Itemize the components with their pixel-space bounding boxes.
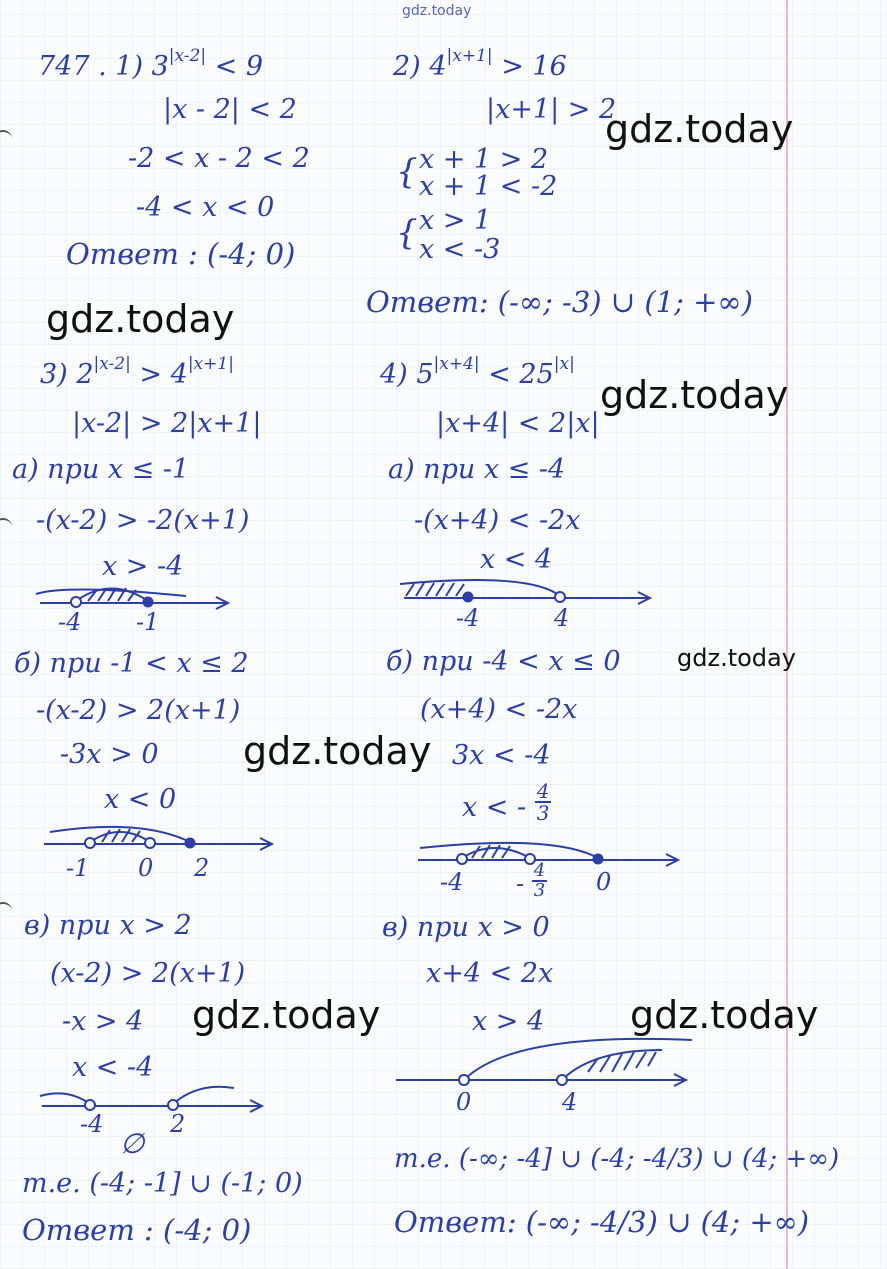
power-base: 25 [519,359,554,390]
solution-line: |x - 2| < 2 [163,94,297,125]
empty-set-symbol: ∅ [120,1127,145,1160]
interval-arc [464,1039,692,1080]
case-heading: б) при -4 < x ≤ 0 [386,646,621,677]
watermark: gdz.today [630,993,819,1037]
solution-line: x > 4 [472,1006,545,1037]
watermark: gdz.today [600,373,789,417]
hatch-marks [102,829,140,842]
solution-line: -3x > 0 [60,739,159,770]
tick-label: -4 [80,1110,104,1138]
hatch-marks [588,1052,656,1072]
solution-line: |x-2| > 2|x+1| [72,408,262,439]
fraction-denominator: 3 [536,800,550,825]
solution-line: x < -4 [72,1052,154,1083]
open-point [168,1100,178,1110]
tick-label: 0 [456,1088,472,1116]
problem-number: 747 . 1) [38,51,143,82]
minus-sign: - [516,869,525,898]
interval-arc [90,832,150,842]
fraction-denominator: 3 [533,880,546,901]
solution-line [462,778,551,825]
tick-label: 0 [596,868,612,896]
tick-label: -4 [58,608,82,636]
watermark: gdz.today [677,644,796,672]
inequality-text: x < - [462,792,527,823]
tick-label [516,860,547,901]
power-exponent: |x+4| [433,354,480,374]
case-heading: a) при x ≤ -4 [388,454,566,485]
watermark: gdz.today [605,107,794,151]
open-point [71,597,81,607]
open-point [85,838,95,848]
solution-line: x < 0 [104,784,177,815]
open-point [85,1100,95,1110]
solution-line: |x+4| < 2|x| [436,408,600,439]
answer: Ответ : (-4; 0) [22,1213,252,1247]
problem-number: 3) [40,359,68,390]
open-point [459,1075,469,1085]
solution-line: -x > 4 [62,1006,144,1037]
problem-3-header [40,356,234,388]
system-line: x + 1 > 2 [419,144,549,175]
closed-point [143,597,153,607]
solution-line: x > -4 [102,551,184,582]
power-exponent: |x-2| [168,46,207,66]
tick-label: 2 [194,854,210,882]
number-line [392,1036,692,1086]
system-brace: { [396,152,418,192]
problem-number: 4) [380,359,408,390]
solution-line: -2 < x - 2 < 2 [128,143,310,174]
open-point [555,592,565,602]
case-heading: в) при x > 0 [382,912,550,943]
open-point [145,838,155,848]
inequality-rhs: > 16 [501,51,567,82]
system-brace: { [396,213,418,253]
tick-label: -1 [136,608,160,636]
margin-line [786,0,788,1269]
solution-line: (x-2) > 2(x+1) [50,958,246,989]
fraction [532,862,547,900]
interval-arc [400,580,560,596]
tick-label: 0 [138,854,154,882]
fraction-numerator: 4 [536,778,550,803]
system-line: x > 1 [419,205,492,236]
system-line: x + 1 < -2 [419,171,558,202]
power-exponent: |x| [553,354,575,374]
number-line [38,1080,268,1120]
watermark: gdz.today [243,729,432,773]
watermark: gdz.today [192,993,381,1037]
open-point [457,854,467,864]
closed-point [593,854,603,864]
interval-arc [40,1093,90,1104]
solution-line: -(x+4) < -2x [414,505,581,536]
inequality-rhs: < 9 [214,51,264,82]
solution-line: 3x < -4 [452,740,551,771]
case-heading: б) при -1 < x ≤ 2 [14,648,249,679]
solution-line: |x+1| > 2 [486,94,617,125]
watermark: gdz.today [46,297,235,341]
case-heading: в) при x > 2 [24,910,192,941]
number-line [400,572,660,612]
page-hole [0,902,12,916]
number-line [40,818,280,858]
tick-label: -4 [440,868,464,896]
interval-arc [173,1087,234,1104]
solution-line: x+4 < 2x [426,958,554,989]
inequality-sign: > [139,359,163,390]
combined-result: т.е. (-4; -1] ∪ (-1; 0) [22,1168,303,1199]
solution-line: x < 4 [480,544,553,575]
problem-1-header [38,48,263,80]
answer: Ответ: (-∞; -3) ∪ (1; +∞) [366,285,753,319]
page-hole [0,518,12,532]
inequality-sign: < [488,359,511,390]
open-point [557,1075,567,1085]
power-base: 3 [151,51,169,82]
closed-point [463,592,473,602]
combined-result: т.е. (-∞; -4] ∪ (-4; -4/3) ∪ (4; +∞) [394,1144,840,1174]
solution-line: -(x-2) > -2(x+1) [36,505,250,536]
problem-number: 2) [393,51,421,82]
tick-label: 4 [562,1088,578,1116]
problem-2-header [393,48,567,80]
tick-label: 4 [554,604,570,632]
tick-label: -1 [66,854,90,882]
solution-line: -4 < x < 0 [136,192,275,223]
solution-line: -(x-2) > 2(x+1) [36,695,241,726]
power-base: 5 [416,359,434,390]
interval-arc [562,1050,662,1080]
answer: Ответ: (-∞; -4/3) ∪ (4; +∞) [394,1205,810,1239]
watermark-top: gdz.today [402,3,472,19]
power-exponent: |x+1| [187,354,234,374]
fraction [535,778,552,825]
power-exponent: |x-2| [93,354,131,374]
power-base: 4 [429,51,447,82]
hatch-marks [406,583,464,596]
power-exponent: |x+1| [446,46,493,66]
problem-4-header [380,356,575,388]
solution-line: (x+4) < -2x [420,694,578,725]
case-heading: a) при x ≤ -1 [12,454,190,485]
system-line: x < -3 [419,234,501,265]
tick-label: -4 [456,604,480,632]
power-base: 2 [76,359,94,390]
closed-point [185,838,195,848]
fraction-numerator: 4 [533,860,546,881]
tick-label: 2 [170,1110,186,1138]
page-hole [0,130,12,144]
answer: Ответ : (-4; 0) [66,237,296,271]
power-base: 4 [170,359,188,390]
